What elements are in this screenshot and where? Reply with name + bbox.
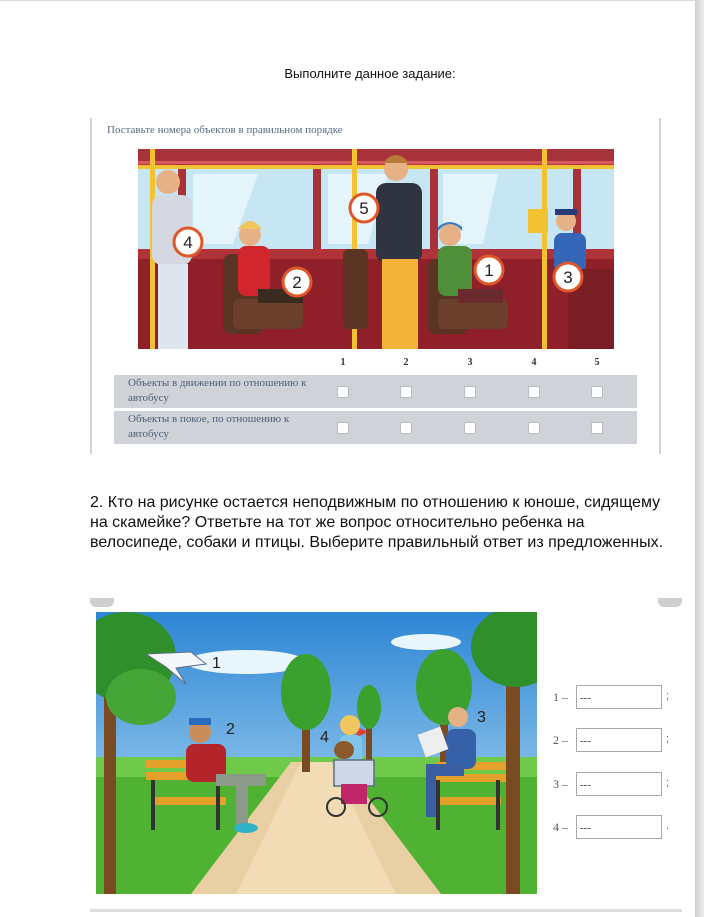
park-illustration (96, 612, 537, 894)
answer-end-3: ; (666, 777, 670, 789)
answer-select-2[interactable]: --- (576, 728, 662, 752)
answer-end-1: ; (666, 690, 670, 702)
checkbox-rest-5[interactable] (591, 422, 603, 434)
bus-interior-illustration (138, 149, 614, 349)
answer-end-4: . (666, 820, 670, 832)
svg-text:1: 1 (484, 261, 494, 280)
checkbox-rest-4[interactable] (528, 422, 540, 434)
checkbox-rest-3[interactable] (464, 422, 476, 434)
scene-label-1 (475, 256, 503, 284)
answer-select-4[interactable]: --- (576, 815, 662, 839)
scene-label-5 (350, 194, 378, 222)
page-top-border (0, 0, 695, 1)
answer-label-2: 2 – (553, 733, 568, 747)
instruction-text: Выполните данное задание: (284, 66, 456, 81)
scene-label-2 (283, 268, 311, 296)
column-header-5: 5 (594, 357, 600, 368)
page-edge-shadow (695, 0, 704, 917)
park-label-3: 3 (477, 709, 486, 726)
checkbox-moving-1[interactable] (337, 386, 349, 398)
checkbox-moving-5[interactable] (591, 386, 603, 398)
checkbox-moving-2[interactable] (400, 386, 412, 398)
scene-label-4 (174, 228, 202, 256)
checkbox-moving-4[interactable] (528, 386, 540, 398)
answer-select-3[interactable]: --- (576, 772, 662, 796)
column-header-1: 1 (340, 357, 346, 368)
column-header-3: 3 (467, 357, 473, 368)
task1-title: Поставьте номера объектов в правильном порядке (107, 124, 343, 136)
scene-label-3 (554, 263, 582, 291)
column-header-4: 4 (531, 357, 537, 368)
checkbox-rest-2[interactable] (400, 422, 412, 434)
widget-corner-right (658, 598, 682, 607)
row-label-at-rest: Объекты в покое, по отношению к автобусу (128, 413, 290, 440)
answer-select-1[interactable]: --- (576, 685, 662, 709)
checkbox-moving-3[interactable] (464, 386, 476, 398)
row-moving (114, 375, 637, 408)
svg-text:5: 5 (359, 199, 369, 218)
park-label-1: 1 (212, 655, 221, 672)
park-label-2: 2 (226, 721, 235, 738)
park-label-4: 4 (320, 729, 329, 746)
svg-text:4: 4 (183, 233, 193, 252)
row-label-moving: Объекты в движении по отношению к автобусу (128, 377, 307, 404)
checkbox-rest-1[interactable] (337, 422, 349, 434)
answer-label-1: 1 – (553, 690, 568, 704)
svg-text:2: 2 (292, 273, 302, 292)
answer-label-4: 4 – (553, 820, 568, 834)
answer-label-3: 3 – (553, 777, 568, 791)
task1-widget (90, 118, 661, 454)
widget-bottom-border (90, 909, 682, 912)
row-at-rest (114, 411, 637, 444)
column-header-2: 2 (403, 357, 409, 368)
question-2-text: 2. Кто на рисунке остается неподвижным по отношению к юноше, сидящему на скамейке? Ответьте на тот же вопрос относительно ребенка на велосипеде, собаки и птицы. Выберите правильный ответ из предложенных. (90, 494, 664, 551)
answer-end-2: ; (666, 733, 670, 745)
svg-text:3: 3 (563, 268, 573, 287)
widget-corner-left (90, 598, 114, 607)
